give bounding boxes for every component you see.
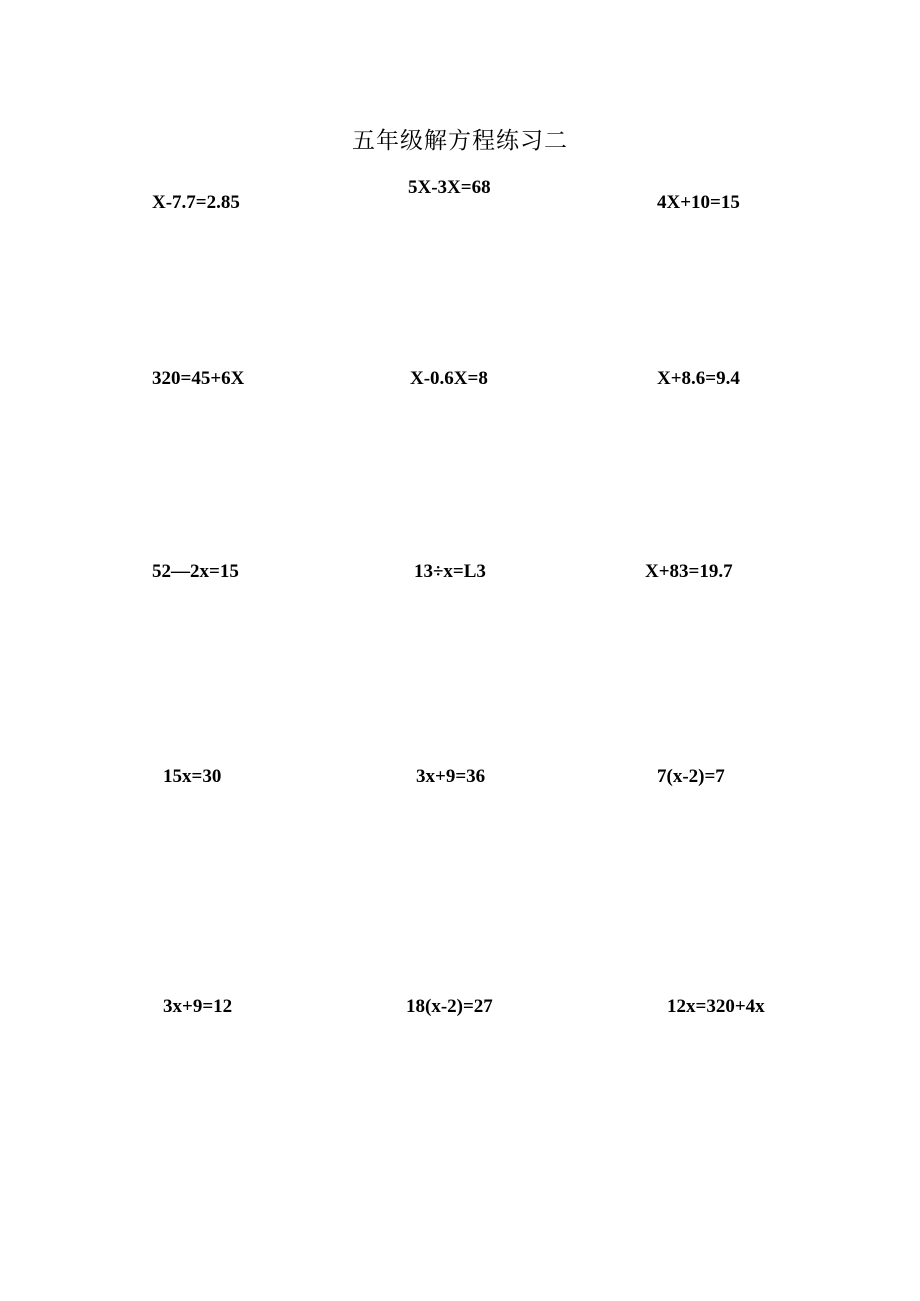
equation-6: X+8.6=9.4 [657,368,740,389]
equation-12: 7(x-2)=7 [657,766,725,787]
equation-4: 320=45+6X [152,368,245,389]
equation-1: X-7.7=2.85 [152,192,240,213]
equation-10: 15x=30 [163,766,222,787]
equation-14: 18(x-2)=27 [406,996,493,1017]
equation-8: 13÷x=L3 [414,561,486,582]
equation-2: 5X-3X=68 [408,177,491,198]
equation-13: 3x+9=12 [163,996,233,1017]
equation-5: X-0.6X=8 [410,368,488,389]
equation-9: X+83=19.7 [645,561,733,582]
equation-15: 12x=320+4x [667,996,765,1017]
equation-3: 4X+10=15 [657,192,740,213]
worksheet-title: 五年级解方程练习二 [352,128,568,154]
equation-7: 52—2x=15 [152,561,239,582]
equation-11: 3x+9=36 [416,766,486,787]
